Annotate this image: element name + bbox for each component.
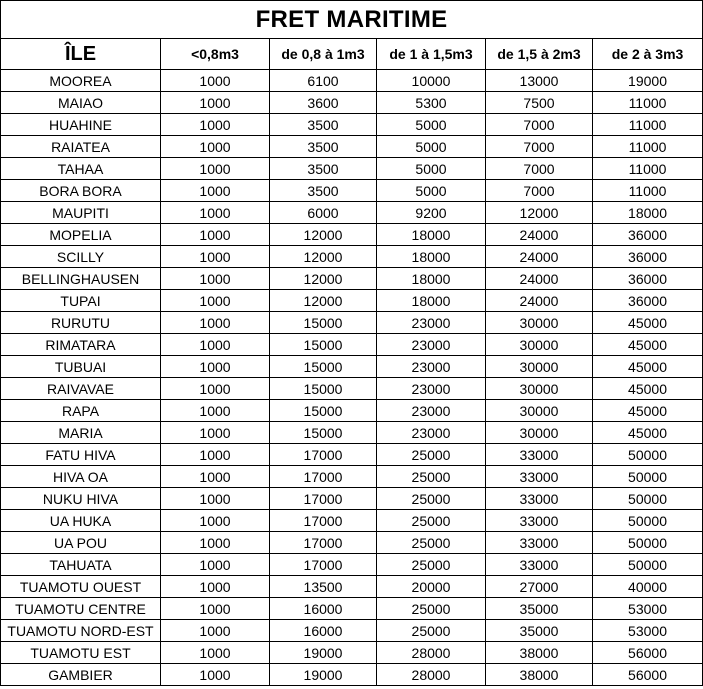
price-1-to-1-5-cell: 5300 bbox=[377, 92, 486, 114]
price-0-8-to-1-cell: 12000 bbox=[270, 246, 377, 268]
island-name-cell: TUAMOTU NORD-EST bbox=[1, 620, 161, 642]
price-2-to-3-cell: 45000 bbox=[593, 378, 703, 400]
price-lt-0-8-cell: 1000 bbox=[161, 268, 270, 290]
price-lt-0-8-cell: 1000 bbox=[161, 400, 270, 422]
price-lt-0-8-cell: 1000 bbox=[161, 466, 270, 488]
table-row bbox=[1, 532, 703, 554]
price-1-5-to-2-cell: 24000 bbox=[486, 246, 593, 268]
island-name-cell: MARIA bbox=[1, 422, 161, 444]
price-1-5-to-2-cell: 30000 bbox=[486, 378, 593, 400]
price-1-to-1-5-cell: 18000 bbox=[377, 224, 486, 246]
price-lt-0-8-cell: 1000 bbox=[161, 510, 270, 532]
column-header-2-to-3: de 2 à 3m3 bbox=[593, 39, 703, 70]
price-1-to-1-5-cell: 28000 bbox=[377, 664, 486, 686]
price-0-8-to-1-cell: 16000 bbox=[270, 620, 377, 642]
price-lt-0-8-cell: 1000 bbox=[161, 246, 270, 268]
price-1-5-to-2-cell: 24000 bbox=[486, 224, 593, 246]
column-header-ile: ÎLE bbox=[1, 39, 161, 70]
price-1-to-1-5-cell: 25000 bbox=[377, 488, 486, 510]
price-lt-0-8-cell: 1000 bbox=[161, 576, 270, 598]
price-2-to-3-cell: 45000 bbox=[593, 334, 703, 356]
price-lt-0-8-cell: 1000 bbox=[161, 554, 270, 576]
column-header-1-to-1-5: de 1 à 1,5m3 bbox=[377, 39, 486, 70]
price-1-to-1-5-cell: 18000 bbox=[377, 268, 486, 290]
price-2-to-3-cell: 50000 bbox=[593, 554, 703, 576]
price-1-5-to-2-cell: 30000 bbox=[486, 312, 593, 334]
price-0-8-to-1-cell: 12000 bbox=[270, 224, 377, 246]
price-1-5-to-2-cell: 35000 bbox=[486, 598, 593, 620]
price-1-to-1-5-cell: 10000 bbox=[377, 70, 486, 92]
price-1-to-1-5-cell: 25000 bbox=[377, 598, 486, 620]
price-1-to-1-5-cell: 25000 bbox=[377, 620, 486, 642]
island-name-cell: TUAMOTU CENTRE bbox=[1, 598, 161, 620]
price-1-to-1-5-cell: 18000 bbox=[377, 290, 486, 312]
column-header-0-8-to-1: de 0,8 à 1m3 bbox=[270, 39, 377, 70]
island-name-cell: HIVA OA bbox=[1, 466, 161, 488]
price-2-to-3-cell: 53000 bbox=[593, 598, 703, 620]
table-row bbox=[1, 620, 703, 642]
price-lt-0-8-cell: 1000 bbox=[161, 664, 270, 686]
price-0-8-to-1-cell: 17000 bbox=[270, 466, 377, 488]
price-1-5-to-2-cell: 7000 bbox=[486, 114, 593, 136]
table-body bbox=[1, 70, 703, 686]
island-name-cell: HUAHINE bbox=[1, 114, 161, 136]
island-name-cell: RURUTU bbox=[1, 312, 161, 334]
price-0-8-to-1-cell: 15000 bbox=[270, 378, 377, 400]
price-lt-0-8-cell: 1000 bbox=[161, 312, 270, 334]
island-name-cell: TAHUATA bbox=[1, 554, 161, 576]
price-0-8-to-1-cell: 3500 bbox=[270, 180, 377, 202]
price-2-to-3-cell: 56000 bbox=[593, 664, 703, 686]
price-1-to-1-5-cell: 20000 bbox=[377, 576, 486, 598]
table-row bbox=[1, 510, 703, 532]
price-1-to-1-5-cell: 23000 bbox=[377, 312, 486, 334]
island-name-cell: TUAMOTU OUEST bbox=[1, 576, 161, 598]
table-row bbox=[1, 642, 703, 664]
price-2-to-3-cell: 45000 bbox=[593, 422, 703, 444]
price-0-8-to-1-cell: 17000 bbox=[270, 488, 377, 510]
price-2-to-3-cell: 19000 bbox=[593, 70, 703, 92]
price-2-to-3-cell: 18000 bbox=[593, 202, 703, 224]
table-row bbox=[1, 488, 703, 510]
price-1-to-1-5-cell: 25000 bbox=[377, 532, 486, 554]
price-2-to-3-cell: 36000 bbox=[593, 268, 703, 290]
price-2-to-3-cell: 50000 bbox=[593, 488, 703, 510]
price-2-to-3-cell: 11000 bbox=[593, 114, 703, 136]
price-1-to-1-5-cell: 5000 bbox=[377, 180, 486, 202]
island-name-cell: FATU HIVA bbox=[1, 444, 161, 466]
price-1-5-to-2-cell: 30000 bbox=[486, 356, 593, 378]
price-1-to-1-5-cell: 9200 bbox=[377, 202, 486, 224]
price-2-to-3-cell: 53000 bbox=[593, 620, 703, 642]
price-2-to-3-cell: 40000 bbox=[593, 576, 703, 598]
price-lt-0-8-cell: 1000 bbox=[161, 290, 270, 312]
price-lt-0-8-cell: 1000 bbox=[161, 334, 270, 356]
price-1-to-1-5-cell: 25000 bbox=[377, 554, 486, 576]
price-lt-0-8-cell: 1000 bbox=[161, 202, 270, 224]
price-lt-0-8-cell: 1000 bbox=[161, 532, 270, 554]
price-2-to-3-cell: 50000 bbox=[593, 510, 703, 532]
price-1-to-1-5-cell: 5000 bbox=[377, 158, 486, 180]
price-0-8-to-1-cell: 12000 bbox=[270, 290, 377, 312]
price-lt-0-8-cell: 1000 bbox=[161, 620, 270, 642]
table-row bbox=[1, 576, 703, 598]
price-2-to-3-cell: 11000 bbox=[593, 158, 703, 180]
price-lt-0-8-cell: 1000 bbox=[161, 92, 270, 114]
price-lt-0-8-cell: 1000 bbox=[161, 488, 270, 510]
price-lt-0-8-cell: 1000 bbox=[161, 642, 270, 664]
price-lt-0-8-cell: 1000 bbox=[161, 422, 270, 444]
price-lt-0-8-cell: 1000 bbox=[161, 598, 270, 620]
price-2-to-3-cell: 45000 bbox=[593, 400, 703, 422]
island-name-cell: MOPELIA bbox=[1, 224, 161, 246]
price-1-5-to-2-cell: 27000 bbox=[486, 576, 593, 598]
price-1-to-1-5-cell: 18000 bbox=[377, 246, 486, 268]
price-0-8-to-1-cell: 19000 bbox=[270, 642, 377, 664]
price-0-8-to-1-cell: 16000 bbox=[270, 598, 377, 620]
price-1-to-1-5-cell: 23000 bbox=[377, 378, 486, 400]
price-1-5-to-2-cell: 38000 bbox=[486, 664, 593, 686]
price-1-5-to-2-cell: 33000 bbox=[486, 444, 593, 466]
price-1-5-to-2-cell: 7000 bbox=[486, 158, 593, 180]
table-row bbox=[1, 554, 703, 576]
price-1-5-to-2-cell: 12000 bbox=[486, 202, 593, 224]
island-name-cell: RAIATEA bbox=[1, 136, 161, 158]
table-row bbox=[1, 466, 703, 488]
table-row bbox=[1, 356, 703, 378]
price-2-to-3-cell: 36000 bbox=[593, 246, 703, 268]
island-name-cell: BORA BORA bbox=[1, 180, 161, 202]
price-1-5-to-2-cell: 13000 bbox=[486, 70, 593, 92]
table-title: FRET MARITIME bbox=[1, 1, 703, 39]
table-row bbox=[1, 444, 703, 466]
price-2-to-3-cell: 45000 bbox=[593, 356, 703, 378]
price-0-8-to-1-cell: 3500 bbox=[270, 158, 377, 180]
price-1-to-1-5-cell: 23000 bbox=[377, 356, 486, 378]
price-2-to-3-cell: 36000 bbox=[593, 224, 703, 246]
price-2-to-3-cell: 56000 bbox=[593, 642, 703, 664]
price-1-5-to-2-cell: 7000 bbox=[486, 180, 593, 202]
price-2-to-3-cell: 36000 bbox=[593, 290, 703, 312]
island-name-cell: UA HUKA bbox=[1, 510, 161, 532]
table-row bbox=[1, 664, 703, 686]
price-0-8-to-1-cell: 15000 bbox=[270, 312, 377, 334]
price-2-to-3-cell: 11000 bbox=[593, 136, 703, 158]
table-row bbox=[1, 598, 703, 620]
price-1-5-to-2-cell: 30000 bbox=[486, 422, 593, 444]
island-name-cell: MOOREA bbox=[1, 70, 161, 92]
price-1-to-1-5-cell: 28000 bbox=[377, 642, 486, 664]
island-name-cell: TUBUAI bbox=[1, 356, 161, 378]
island-name-cell: RAPA bbox=[1, 400, 161, 422]
island-name-cell: TUPAI bbox=[1, 290, 161, 312]
price-1-5-to-2-cell: 30000 bbox=[486, 334, 593, 356]
price-0-8-to-1-cell: 15000 bbox=[270, 422, 377, 444]
table-row bbox=[1, 400, 703, 422]
table-row bbox=[1, 158, 703, 180]
table-row bbox=[1, 422, 703, 444]
column-header-lt-0-8: <0,8m3 bbox=[161, 39, 270, 70]
price-2-to-3-cell: 50000 bbox=[593, 466, 703, 488]
island-name-cell: BELLINGHAUSEN bbox=[1, 268, 161, 290]
table-row bbox=[1, 312, 703, 334]
price-1-5-to-2-cell: 33000 bbox=[486, 466, 593, 488]
price-0-8-to-1-cell: 6100 bbox=[270, 70, 377, 92]
price-1-5-to-2-cell: 35000 bbox=[486, 620, 593, 642]
table-row bbox=[1, 136, 703, 158]
price-0-8-to-1-cell: 15000 bbox=[270, 400, 377, 422]
title-row bbox=[1, 1, 703, 39]
price-0-8-to-1-cell: 17000 bbox=[270, 554, 377, 576]
price-1-to-1-5-cell: 23000 bbox=[377, 422, 486, 444]
table-row bbox=[1, 246, 703, 268]
price-2-to-3-cell: 50000 bbox=[593, 532, 703, 554]
price-1-5-to-2-cell: 33000 bbox=[486, 532, 593, 554]
price-0-8-to-1-cell: 3500 bbox=[270, 136, 377, 158]
price-lt-0-8-cell: 1000 bbox=[161, 224, 270, 246]
price-2-to-3-cell: 45000 bbox=[593, 312, 703, 334]
price-1-to-1-5-cell: 25000 bbox=[377, 466, 486, 488]
price-lt-0-8-cell: 1000 bbox=[161, 356, 270, 378]
price-1-5-to-2-cell: 33000 bbox=[486, 554, 593, 576]
price-1-5-to-2-cell: 24000 bbox=[486, 268, 593, 290]
island-name-cell: TUAMOTU EST bbox=[1, 642, 161, 664]
price-0-8-to-1-cell: 17000 bbox=[270, 510, 377, 532]
price-1-to-1-5-cell: 5000 bbox=[377, 114, 486, 136]
column-header-1-5-to-2: de 1,5 à 2m3 bbox=[486, 39, 593, 70]
price-lt-0-8-cell: 1000 bbox=[161, 70, 270, 92]
price-1-5-to-2-cell: 7000 bbox=[486, 136, 593, 158]
island-name-cell: RIMATARA bbox=[1, 334, 161, 356]
price-1-5-to-2-cell: 30000 bbox=[486, 400, 593, 422]
table-row bbox=[1, 70, 703, 92]
price-1-5-to-2-cell: 24000 bbox=[486, 290, 593, 312]
island-name-cell: GAMBIER bbox=[1, 664, 161, 686]
table-row bbox=[1, 114, 703, 136]
price-0-8-to-1-cell: 6000 bbox=[270, 202, 377, 224]
price-0-8-to-1-cell: 13500 bbox=[270, 576, 377, 598]
table-row bbox=[1, 334, 703, 356]
island-name-cell: TAHAA bbox=[1, 158, 161, 180]
price-0-8-to-1-cell: 17000 bbox=[270, 444, 377, 466]
price-lt-0-8-cell: 1000 bbox=[161, 158, 270, 180]
price-0-8-to-1-cell: 19000 bbox=[270, 664, 377, 686]
price-lt-0-8-cell: 1000 bbox=[161, 180, 270, 202]
price-lt-0-8-cell: 1000 bbox=[161, 444, 270, 466]
table-row bbox=[1, 180, 703, 202]
price-0-8-to-1-cell: 17000 bbox=[270, 532, 377, 554]
price-0-8-to-1-cell: 12000 bbox=[270, 268, 377, 290]
table-row bbox=[1, 268, 703, 290]
price-1-to-1-5-cell: 5000 bbox=[377, 136, 486, 158]
price-2-to-3-cell: 11000 bbox=[593, 92, 703, 114]
price-1-5-to-2-cell: 33000 bbox=[486, 510, 593, 532]
price-1-to-1-5-cell: 23000 bbox=[377, 400, 486, 422]
price-1-to-1-5-cell: 23000 bbox=[377, 334, 486, 356]
price-1-5-to-2-cell: 7500 bbox=[486, 92, 593, 114]
price-lt-0-8-cell: 1000 bbox=[161, 114, 270, 136]
price-2-to-3-cell: 11000 bbox=[593, 180, 703, 202]
price-1-to-1-5-cell: 25000 bbox=[377, 510, 486, 532]
price-lt-0-8-cell: 1000 bbox=[161, 136, 270, 158]
price-2-to-3-cell: 50000 bbox=[593, 444, 703, 466]
table-row bbox=[1, 290, 703, 312]
island-name-cell: UA POU bbox=[1, 532, 161, 554]
table-row bbox=[1, 224, 703, 246]
price-1-to-1-5-cell: 25000 bbox=[377, 444, 486, 466]
price-1-5-to-2-cell: 33000 bbox=[486, 488, 593, 510]
price-0-8-to-1-cell: 3600 bbox=[270, 92, 377, 114]
island-name-cell: RAIVAVAE bbox=[1, 378, 161, 400]
island-name-cell: NUKU HIVA bbox=[1, 488, 161, 510]
price-0-8-to-1-cell: 3500 bbox=[270, 114, 377, 136]
price-0-8-to-1-cell: 15000 bbox=[270, 356, 377, 378]
island-name-cell: MAIAO bbox=[1, 92, 161, 114]
table-row bbox=[1, 378, 703, 400]
island-name-cell: MAUPITI bbox=[1, 202, 161, 224]
price-1-5-to-2-cell: 38000 bbox=[486, 642, 593, 664]
table-row bbox=[1, 92, 703, 114]
price-0-8-to-1-cell: 15000 bbox=[270, 334, 377, 356]
price-lt-0-8-cell: 1000 bbox=[161, 378, 270, 400]
header-row bbox=[1, 39, 703, 70]
island-name-cell: SCILLY bbox=[1, 246, 161, 268]
table-row bbox=[1, 202, 703, 224]
